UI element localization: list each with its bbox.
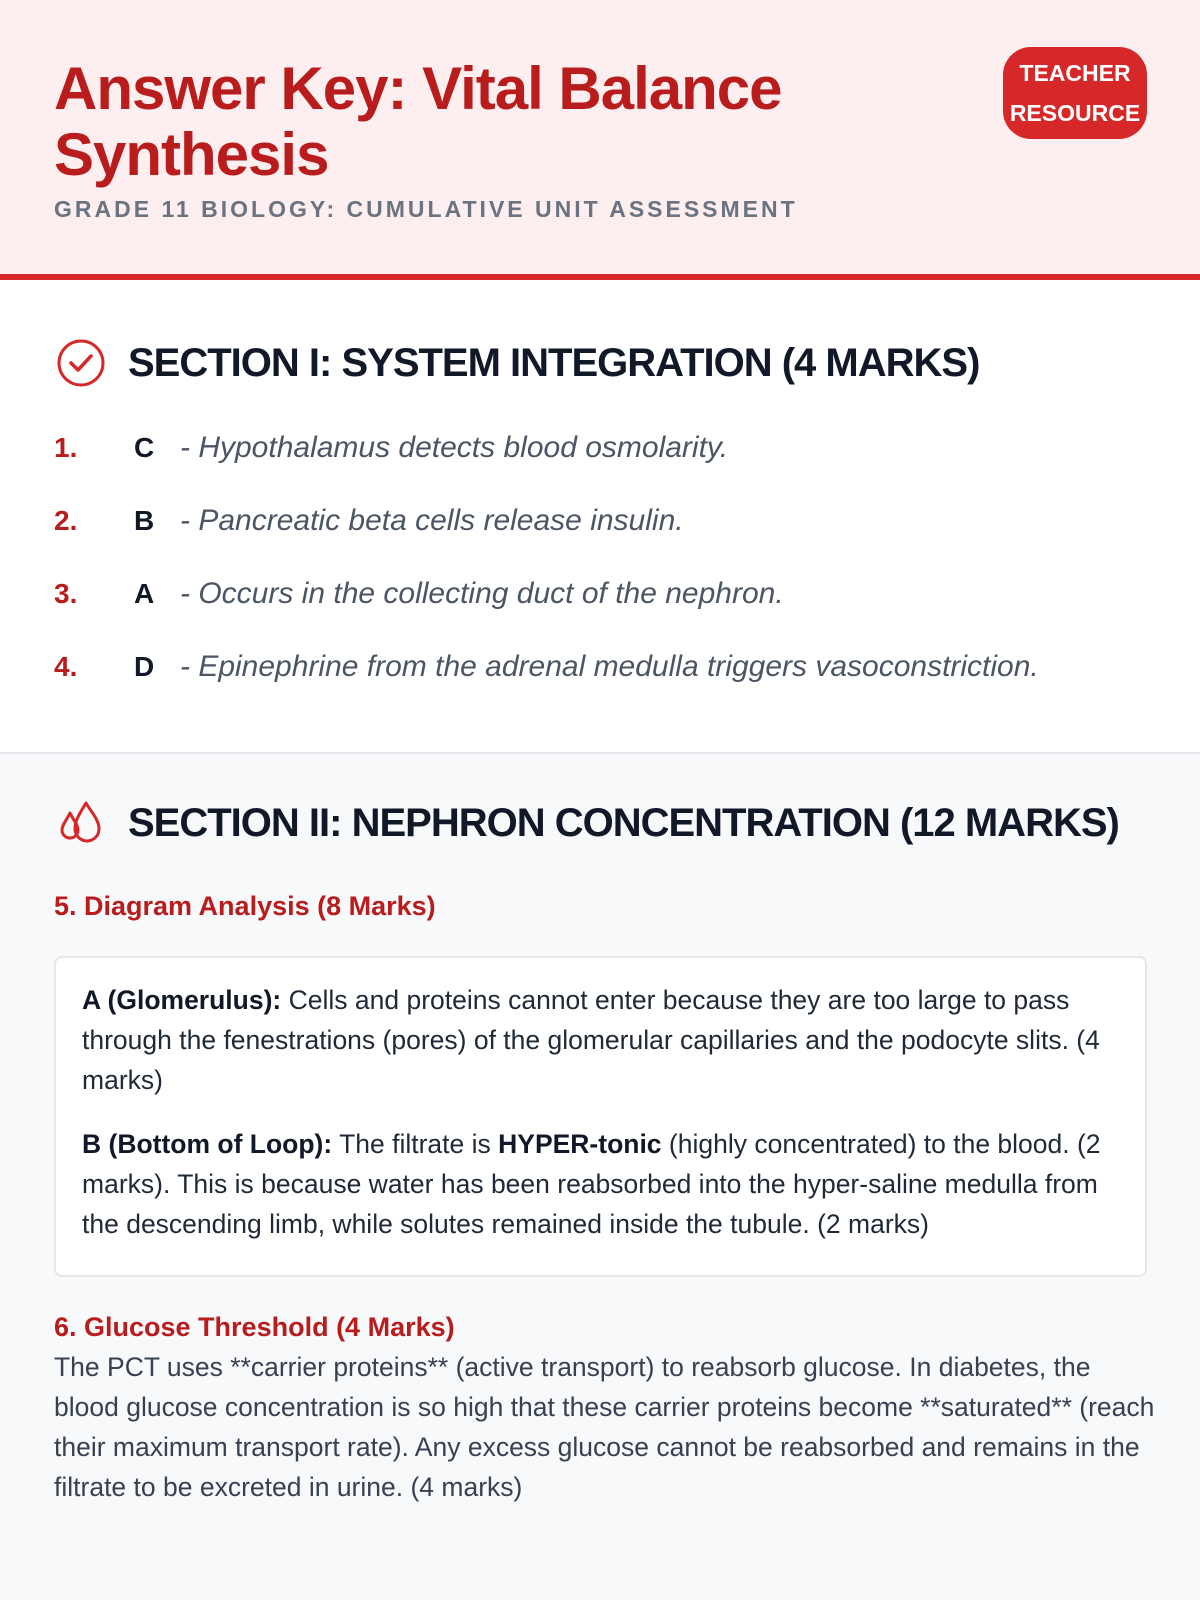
section-2-title: SECTION II: NEPHRON CONCENTRATION (12 MARKS)	[128, 801, 1119, 845]
answer-letter: D	[134, 651, 155, 682]
answer-row	[54, 647, 1134, 687]
answer-explanation: - Epinephrine from the adrenal medulla triggers vasoconstriction.	[180, 650, 1039, 683]
glomerulus-text: Cells and proteins cannot enter because they are too large to pass through the fenestrations (pores) of the glomerular capillaries and the podocyte slits. (4 marks)	[82, 985, 1100, 1095]
question-6-heading: 6. Glucose Threshold (4 Marks)	[54, 1312, 455, 1342]
answer-number: 3.	[54, 578, 78, 609]
answer-letter: C	[134, 432, 155, 463]
teacher-resource-badge	[1003, 47, 1147, 139]
answer-letter: A	[134, 578, 155, 609]
answer-row	[54, 574, 1134, 614]
hypertonic-emphasis: HYPER-tonic	[498, 1129, 662, 1159]
page-title: Answer Key: Vital Balance Synthesis	[54, 55, 782, 188]
loop-text-after: (highly concentrated) to the blood. (2 marks). This is because water has been reabsorbed into the hyper-saline medulla from the descending limb, while solutes remained inside the tubule. (2 marks)	[82, 1129, 1101, 1239]
section-1-heading	[54, 336, 979, 390]
answer-number: 1.	[54, 432, 78, 463]
droplets-icon	[54, 796, 108, 850]
glomerulus-answer	[82, 980, 1119, 1100]
answer-number: 4.	[54, 651, 78, 682]
diagram-analysis-card	[54, 956, 1147, 1277]
answer-explanation: - Pancreatic beta cells release insulin.	[180, 504, 684, 537]
answer-explanation: - Occurs in the collecting duct of the nephron.	[180, 577, 784, 610]
section-system-integration	[0, 280, 1200, 754]
answer-explanation: - Hypothalamus detects blood osmolarity.	[180, 431, 729, 464]
badge-line-2: RESOURCE	[1009, 100, 1141, 126]
badge-line-1: TEACHER	[1019, 60, 1131, 86]
section-1-title: SECTION I: SYSTEM INTEGRATION (4 MARKS)	[128, 341, 980, 385]
loop-label: B (Bottom of Loop):	[82, 1129, 333, 1159]
loop-text-before: The filtrate is	[332, 1129, 499, 1159]
answer-row	[54, 428, 1134, 468]
check-circle-icon	[54, 336, 108, 390]
section-2-heading	[54, 796, 1119, 850]
answer-number: 2.	[54, 505, 78, 536]
question-5-heading: 5. Diagram Analysis (8 Marks)	[54, 891, 436, 921]
answer-row	[54, 501, 1134, 541]
glucose-threshold-answer: The PCT uses **carrier proteins** (active transport) to reabsorb glucose. In diabetes, the blood glucose concentration is so high that these carrier proteins become **saturated** (reach their maximum transport rate). Any excess glucose cannot be reabsorbed and remains in the filtrate to be excreted in urine. (4 marks)	[54, 1352, 1155, 1502]
document-header	[0, 0, 1200, 280]
loop-answer	[82, 1124, 1119, 1244]
section-nephron-concentration	[0, 754, 1200, 1600]
glomerulus-label: A (Glomerulus):	[82, 985, 282, 1015]
course-subtitle: GRADE 11 BIOLOGY: CUMULATIVE UNIT ASSESSMENT	[54, 196, 798, 222]
answer-letter: B	[134, 505, 155, 536]
